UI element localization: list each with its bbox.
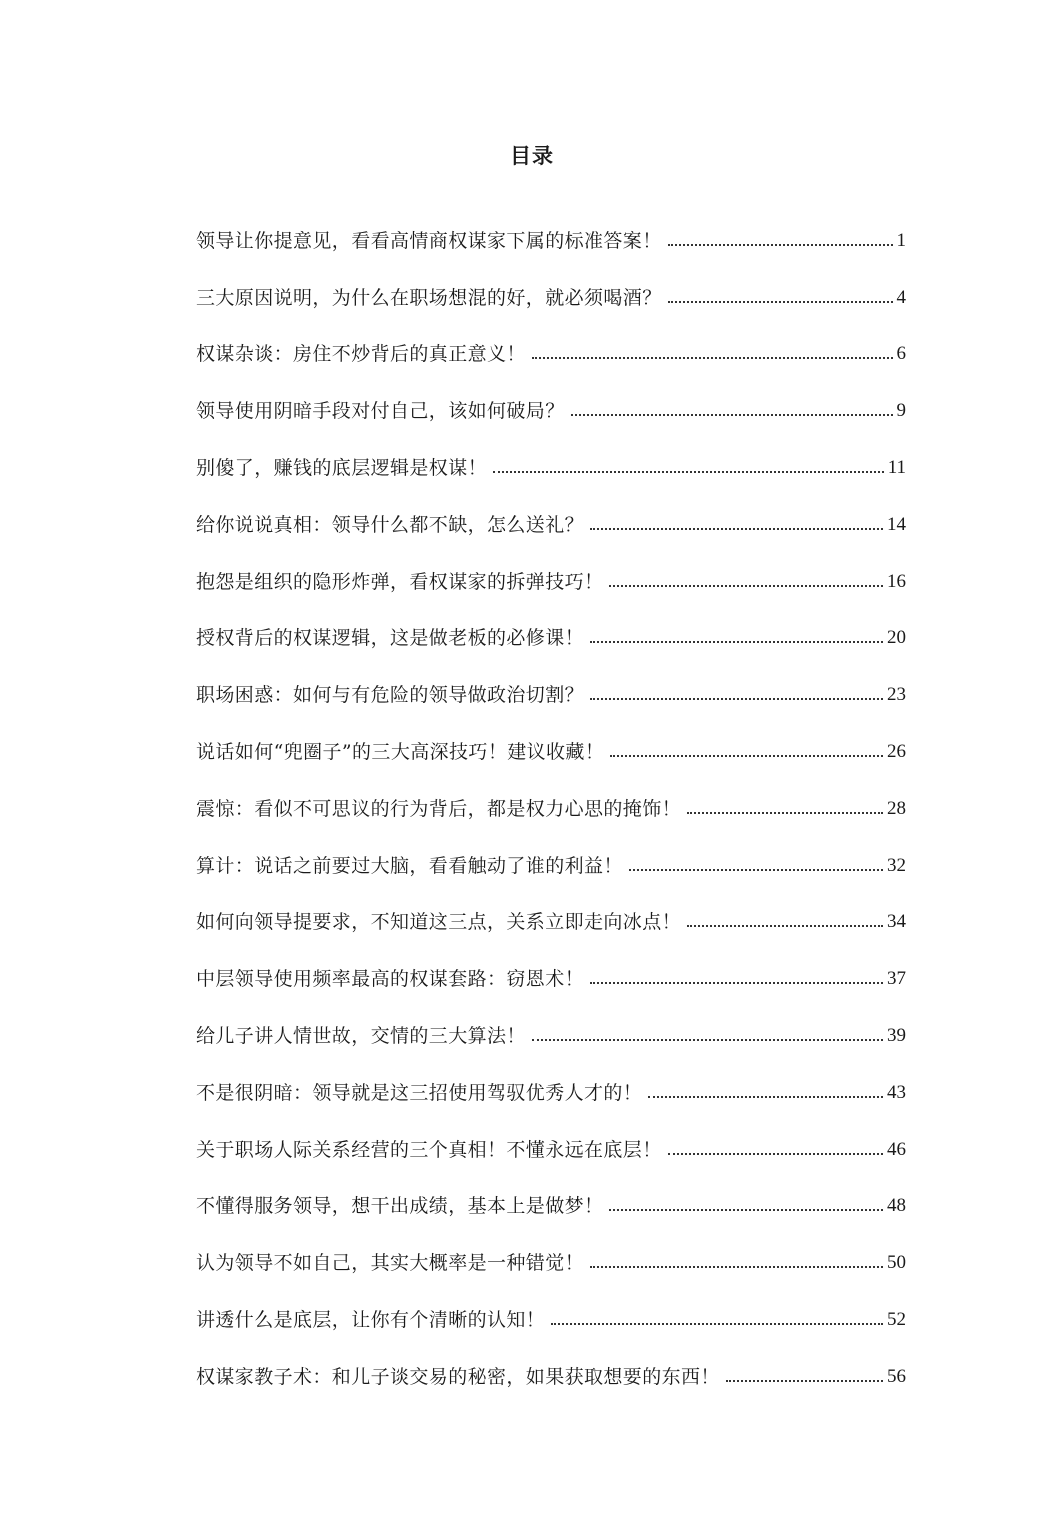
toc-entry-title[interactable]: 中层领导使用频率最高的权谋套路：窃恩术！ <box>196 968 585 991</box>
toc-entry-page-number[interactable]: 52 <box>887 1308 906 1330</box>
dot-leader <box>668 301 893 303</box>
toc-entry[interactable] <box>196 198 906 255</box>
toc-entry[interactable] <box>196 482 906 539</box>
dot-leader <box>532 1039 883 1041</box>
toc-entry-title[interactable]: 认为领导不如自己，其实大概率是一种错觉！ <box>196 1252 585 1275</box>
toc-entry[interactable] <box>196 312 906 369</box>
toc-entry-title[interactable]: 三大原因说明，为什么在职场想混的好，就必须喝酒？ <box>196 286 662 309</box>
toc-entry[interactable] <box>196 425 906 482</box>
toc-entry-title[interactable]: 不懂得服务领导，想干出成绩，基本上是做梦！ <box>196 1195 604 1218</box>
toc-entry[interactable] <box>196 652 906 709</box>
toc-entry[interactable] <box>196 255 906 312</box>
toc-entry-page-number[interactable]: 46 <box>887 1138 906 1160</box>
toc-entry-page-number[interactable]: 4 <box>896 286 906 308</box>
dot-leader <box>687 812 883 814</box>
toc-entry[interactable] <box>196 993 906 1050</box>
toc-entry-title[interactable]: 领导让你提意见，看看高情商权谋家下属的标准答案！ <box>196 229 662 252</box>
dot-leader <box>609 1209 883 1211</box>
toc-entry-title[interactable]: 给儿子讲人情世故，交情的三大算法！ <box>196 1024 526 1047</box>
toc-entry[interactable] <box>196 596 906 653</box>
dot-leader <box>532 357 893 359</box>
toc-entry-title[interactable]: 权谋杂谈：房住不炒背后的真正意义！ <box>196 343 526 366</box>
toc-entry-title[interactable]: 算计：说话之前要过大脑，看看触动了谁的利益！ <box>196 854 623 877</box>
toc-entry-page-number[interactable]: 37 <box>887 968 906 990</box>
toc-entry-page-number[interactable]: 26 <box>887 740 906 762</box>
toc-entry-page-number[interactable]: 9 <box>896 400 906 422</box>
dot-leader <box>551 1323 883 1325</box>
dot-leader <box>668 244 893 246</box>
dot-leader <box>726 1380 883 1382</box>
dot-leader <box>493 471 884 473</box>
toc-entry-page-number[interactable]: 34 <box>887 911 906 933</box>
dot-leader <box>590 698 883 700</box>
toc-entry-page-number[interactable]: 39 <box>887 1024 906 1046</box>
toc-entry-title[interactable]: 领导使用阴暗手段对付自己，该如何破局？ <box>196 400 565 423</box>
dot-leader <box>590 982 883 984</box>
toc-entry[interactable] <box>196 880 906 937</box>
toc-entry-page-number[interactable]: 32 <box>887 854 906 876</box>
toc-entry-page-number[interactable]: 50 <box>887 1252 906 1274</box>
toc-entry-page-number[interactable]: 1 <box>896 229 906 251</box>
dot-leader <box>629 869 883 871</box>
toc-entry-title[interactable]: 讲透什么是底层，让你有个清晰的认知！ <box>196 1308 546 1331</box>
toc-entry[interactable] <box>196 368 906 425</box>
dot-leader <box>571 414 893 416</box>
toc-entry-page-number[interactable]: 16 <box>887 570 906 592</box>
toc-entry-title[interactable]: 给你说说真相：领导什么都不缺，怎么送礼？ <box>196 513 585 536</box>
toc-entry-title[interactable]: 权谋家教子术：和儿子谈交易的秘密，如果获取想要的东西！ <box>196 1365 720 1388</box>
toc-entry-title[interactable]: 别傻了，赚钱的底层逻辑是权谋！ <box>196 456 488 479</box>
toc-entry-page-number[interactable]: 56 <box>887 1365 906 1387</box>
toc-title: 目录 <box>510 144 554 168</box>
toc-entry-page-number[interactable]: 43 <box>887 1081 906 1103</box>
toc-entry-title[interactable]: 如何向领导提要求，不知道这三点，关系立即走向冰点！ <box>196 911 682 934</box>
toc-entry[interactable] <box>196 1334 906 1391</box>
dot-leader <box>668 1153 883 1155</box>
toc-entry-title[interactable]: 不是很阴暗：领导就是这三招使用驾驭优秀人才的！ <box>196 1081 643 1104</box>
toc-entry-title[interactable]: 震惊：看似不可思议的行为背后，都是权力心思的掩饰！ <box>196 797 682 820</box>
toc-entry-title[interactable]: 关于职场人际关系经营的三个真相！不懂永远在底层！ <box>196 1138 662 1161</box>
toc-entry[interactable] <box>196 709 906 766</box>
toc-entry-page-number[interactable]: 28 <box>887 797 906 819</box>
toc-entry[interactable] <box>196 936 906 993</box>
dot-leader <box>610 755 883 757</box>
dot-leader <box>609 585 883 587</box>
toc-entry-page-number[interactable]: 11 <box>887 456 906 478</box>
toc-entry-page-number[interactable]: 14 <box>887 513 906 535</box>
toc-entry[interactable] <box>196 1164 906 1221</box>
toc-entry-page-number[interactable]: 6 <box>896 343 906 365</box>
toc-entry[interactable] <box>196 1107 906 1164</box>
toc-entry-page-number[interactable]: 20 <box>887 627 906 649</box>
toc-entry-page-number[interactable]: 23 <box>887 684 906 706</box>
toc-entry[interactable] <box>196 1220 906 1277</box>
dot-leader <box>590 641 883 643</box>
dot-leader <box>648 1096 883 1098</box>
toc-entry-page-number[interactable]: 48 <box>887 1195 906 1217</box>
toc-entry-title[interactable]: 抱怨是组织的隐形炸弹，看权谋家的拆弹技巧！ <box>196 570 604 593</box>
toc-entry[interactable] <box>196 1050 906 1107</box>
toc-entry[interactable] <box>196 539 906 596</box>
toc-entry-title[interactable]: 职场困惑：如何与有危险的领导做政治切割？ <box>196 684 585 707</box>
toc-entry[interactable] <box>196 1277 906 1334</box>
toc-entry-title[interactable]: 说话如何“兜圈子”的三大高深技巧！建议收藏！ <box>196 740 605 763</box>
toc-entry[interactable] <box>196 823 906 880</box>
toc-entry[interactable] <box>196 766 906 823</box>
dot-leader <box>687 925 883 927</box>
toc-list <box>196 198 906 1391</box>
toc-entry-title[interactable]: 授权背后的权谋逻辑，这是做老板的必修课！ <box>196 627 585 650</box>
dot-leader <box>590 1266 883 1268</box>
dot-leader <box>590 528 883 530</box>
